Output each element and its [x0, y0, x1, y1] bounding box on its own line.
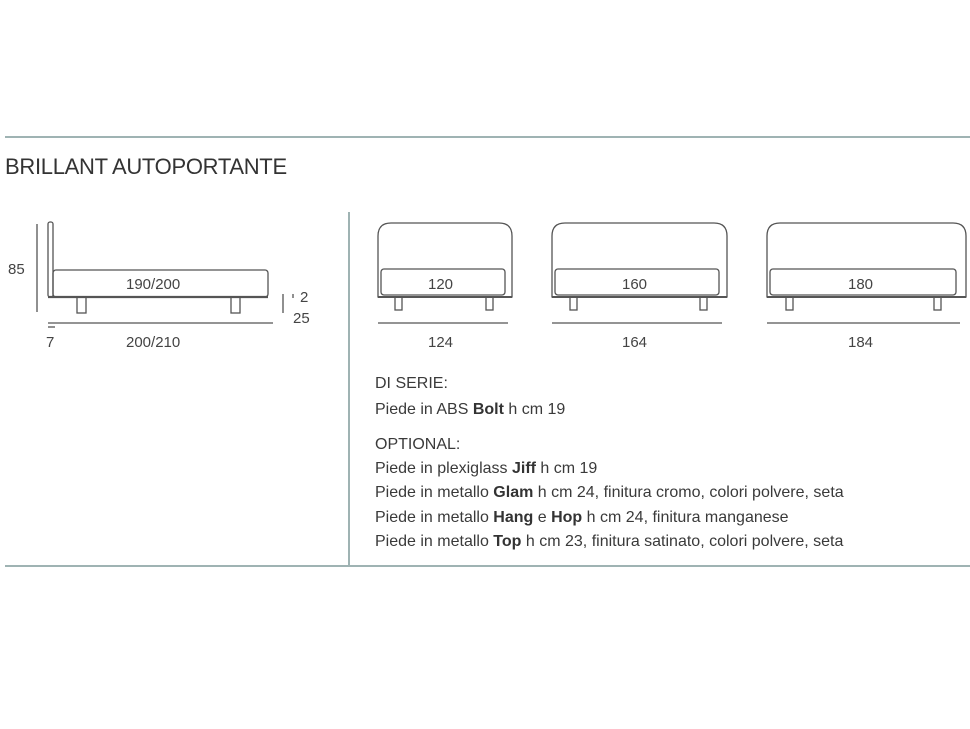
optional-heading: OPTIONAL:	[375, 436, 461, 453]
spec-text: Piede in ABS	[375, 401, 473, 418]
leg-height-label: 25	[293, 310, 310, 327]
inner-width-label: 160	[622, 276, 648, 293]
model-name: Top	[493, 533, 522, 550]
height-label: 85	[8, 261, 25, 278]
leg	[231, 297, 240, 313]
spec-text: e	[533, 509, 552, 526]
model-name: Bolt	[472, 401, 504, 418]
inner-width-label: 120	[428, 276, 454, 293]
spec-line	[375, 484, 844, 502]
spec-text: h cm 19	[503, 401, 566, 418]
side-view-drawing	[8, 222, 310, 351]
spec-line	[375, 533, 843, 551]
model-name: Hop	[551, 509, 583, 526]
spec-text: Piede in metallo	[375, 533, 494, 550]
offset-label: 7	[46, 334, 55, 351]
standard-heading: DI SERIE:	[375, 375, 448, 392]
front-view-120	[378, 223, 512, 351]
spec-text: h cm 19	[535, 460, 598, 477]
leg	[77, 297, 86, 313]
outer-width-label: 184	[848, 334, 874, 351]
spec-text: h cm 24, finitura cromo, colori polvere, seta	[533, 484, 844, 501]
front-view-160	[552, 223, 727, 351]
front-view-180	[767, 223, 966, 351]
spec-text: Piede in metallo	[375, 484, 494, 501]
page-title: BRILLANT AUTOPORTANTE	[5, 154, 287, 179]
spec-text: Piede in plexiglass	[375, 460, 512, 477]
headboard	[48, 222, 53, 297]
spec-text: h cm 23, finitura satinato, colori polvere, seta	[521, 533, 844, 550]
model-name: Jiff	[511, 460, 536, 477]
spec-text: h cm 24, finitura manganese	[582, 509, 789, 526]
inner-width-label: 180	[848, 276, 874, 293]
spec-line	[375, 401, 565, 419]
frame-thickness-label: 2	[300, 289, 309, 306]
spec-text: Piede in metallo	[375, 509, 494, 526]
outer-width-label: 124	[428, 334, 454, 351]
spec-line	[375, 460, 597, 478]
model-name: Hang	[493, 509, 534, 526]
spec-line	[375, 509, 789, 527]
outer-width-label: 164	[622, 334, 648, 351]
inner-length-label: 190/200	[126, 276, 181, 293]
outer-length-label: 200/210	[126, 334, 181, 351]
model-name: Glam	[493, 484, 534, 501]
